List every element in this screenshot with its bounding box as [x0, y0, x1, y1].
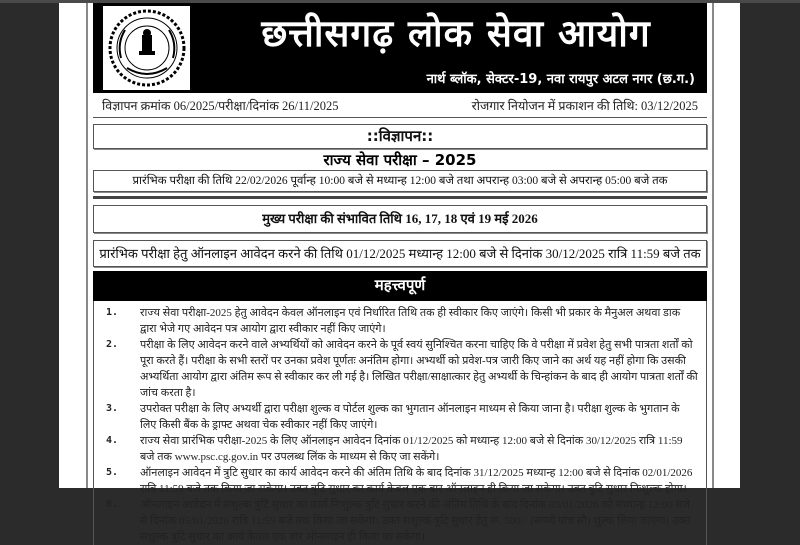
important-heading: महत्त्वपूर्ण [93, 271, 707, 301]
page-border-right [712, 3, 714, 488]
important-points-list [93, 301, 707, 545]
item-text: राज्य सेवा प्रारंभिक परीक्षा-2025 के लिए ऑनलाइन आवेदन दिनांक 01/12/2025 को मध्यान्ह 12:00 बजे से दिनांक 30/12/2025 रात्रि 11:59 बजे तक www.psc.cg.gov.in पर उपलब्ध लिंक के माध्यम से किए जा सकेंगे। [140, 435, 683, 463]
cgpsc-logo [103, 6, 190, 90]
item-number: 5. [106, 467, 119, 478]
page-border-left [86, 3, 88, 488]
apply-date-box: प्रारंभिक परीक्षा हेतु ऑनलाइन आवेदन करने की तिथि 01/12/2025 मध्यान्ह 12:00 बजे से दिनांक 30/12/2025 रात्रि 11:59 बजे तक [93, 240, 707, 267]
list-item [102, 305, 698, 337]
item-number: 4. [106, 435, 119, 446]
item-text: ऑनलाइन आवेदन में त्रुटि सुधार का कार्य आवेदन करने की अंतिम तिथि के बाद दिनांक 31/12/2025 मध्यान्ह 12:00 बजे से दिनांक 02/01/2026 रात्रि 11:59 बजे तक किया जा सकेगा। उक्त त्रुटि सुधार का कार्य केवल एक बार ऑनलाइन ही किया जा सकेगा। उक्त त्रुटि सुधार निःशुल्क होगा। [140, 467, 693, 495]
prelim-date-box: प्रारंभिक परीक्षा की तिथि 22/02/2026 पूर्वान्ह 10:00 बजे से मध्यान्ह 12:00 बजे तथा अपरान्ह 03:00 बजे से अपरान्ह 05:00 बजे तक [93, 170, 707, 192]
item-number: 2. [106, 339, 119, 350]
emblem-icon [107, 8, 187, 88]
commission-title: छत्तीसगढ़ लोक सेवा आयोग [261, 12, 651, 55]
list-item [102, 433, 698, 465]
divider [93, 117, 707, 118]
item-text: ऑनलाइन आवेदन में सशुल्क त्रुटि सुधार का कार्य निःशुल्क त्रुटि सुधार करने की अंतिम तिथि के बाद दिनांक 03/01/2026 को मध्यान्ह 12:00 बजे से दिनांक 05/01/2026 रात्रि 11:59 बजे तक किया जा सकेगा। उक्त सशुल्क त्रुटि सुधार हेतु रू. 500/- (रूपये पांच सौ) शुल्क लिया जाएगा। उक्त सशुल्क त्रुटि सुधार का कार्य केवल एक बार ऑनलाइन ही किया जा सकेगा। [140, 499, 691, 543]
advert-meta-row [93, 93, 707, 114]
item-text: उपरोक्त परीक्षा के लिए अभ्यर्थी द्वारा परीक्षा शुल्क व पोर्टल शुल्क का भुगतान ऑनलाइन माध्यम से किया जाना है। परीक्षा शुल्क के भुगतान के लिए किसी बैंक के ड्राफ्ट अथवा चेक स्वीकार नहीं किए जाएंगे। [140, 403, 680, 431]
letterhead [93, 3, 707, 93]
list-item [102, 337, 698, 401]
advert-number: विज्ञापन क्रमांक 06/2025/परीक्षा/दिनांक 26/11/2025 [102, 99, 339, 113]
commission-address: नार्थ ब्लॉक, सेक्टर-19, नवा रायपुर अटल नगर (छ.ग.) [426, 72, 695, 87]
publication-date: रोजगार नियोजन में प्रकाशन की तिथि: 03/12/2025 [471, 99, 698, 113]
document-content [93, 3, 707, 545]
item-number: 1. [106, 307, 119, 318]
list-item [102, 497, 698, 545]
list-item [102, 465, 698, 497]
list-item [102, 401, 698, 433]
divider [93, 196, 707, 199]
exam-name: राज्य सेवा परीक्षा – 2025 [323, 151, 477, 169]
mains-date-box: मुख्य परीक्षा की संभावित तिथि 16, 17, 18 एवं 19 मई 2026 [93, 205, 707, 233]
item-text: राज्य सेवा परीक्षा-2025 हेतु आवेदन केवल ऑनलाइन एवं निर्धारित तिथि तक ही स्वीकार किए जाएंगे। किसी भी प्रकार के मैनुअल अथवा डाक द्वारा भेजे गए आवेदन पत्र आयोग द्वारा स्वीकार नहीं किए जाएंगे। [140, 307, 681, 335]
notice-heading: ::विज्ञापन:: [93, 124, 707, 149]
document-page [59, 3, 740, 543]
item-text: परीक्षा के लिए आवेदन करने वाले अभ्यर्थियों को आवेदन करने के पूर्व स्वयं सुनिश्चित करना चाहिए कि वे परीक्षा में प्रवेश हेतु सभी पात्रता शर्तों को पूरा करते हैं। परीक्षा के सभी स्तरों पर उनका प्रवेश पूर्णतः अनंतिम होगा। अभ्यर्थी को प्रवेश-पत्र जारी किए जाने का अर्थ यह नहीं होगा कि उसकी अभ्यर्थिता आयोग द्वारा अंतिम रूप से स्वीकार कर ली गई है। लिखित परीक्षा/साक्षात्कार हेतु अभ्यर्थी के चिन्हांकन के बाद ही आयोग पात्रता शर्तों की जांच करता है। [140, 339, 698, 399]
item-number: 3. [106, 403, 119, 414]
item-number: 6. [106, 499, 119, 510]
